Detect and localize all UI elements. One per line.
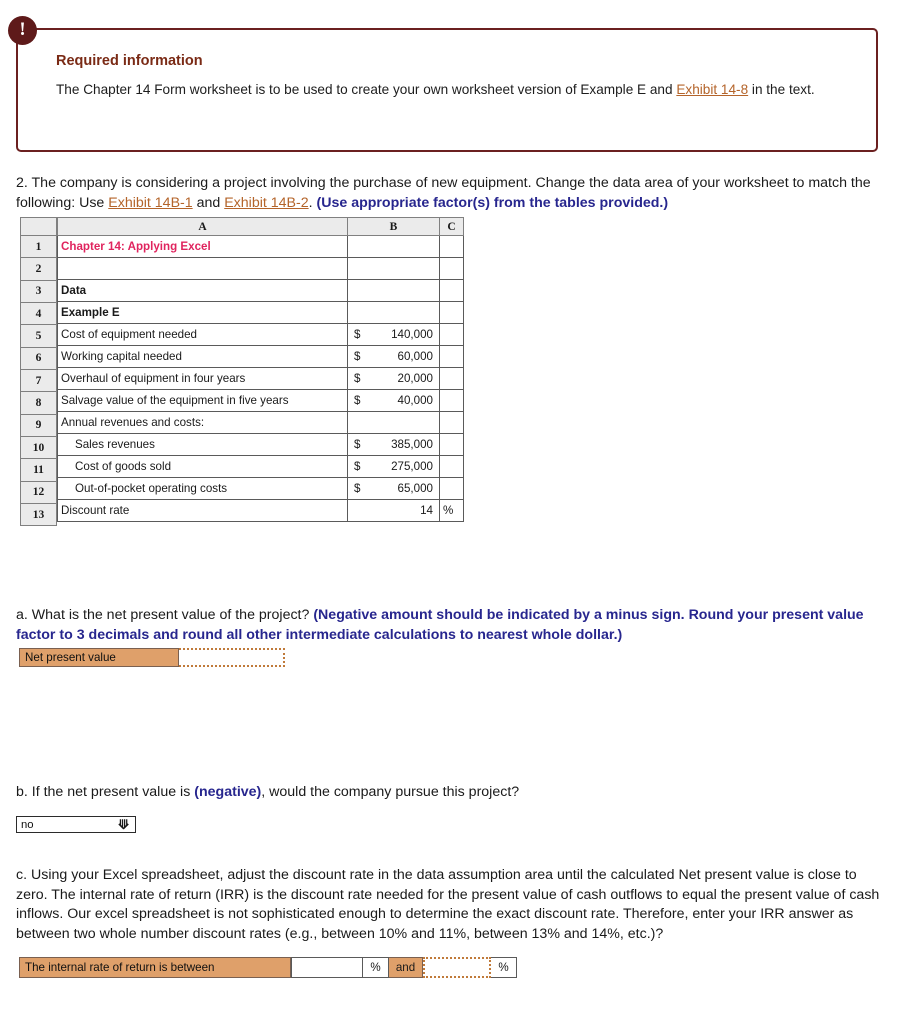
cell-a3[interactable]: Data	[57, 280, 348, 302]
row-header-5[interactable]: 5	[20, 325, 57, 347]
cell-a12[interactable]: Out-of-pocket operating costs	[57, 478, 348, 500]
table-row	[57, 500, 464, 522]
cell-b7[interactable]	[348, 368, 440, 390]
cell-b10-value: 385,000	[391, 438, 433, 451]
row-header-13[interactable]: 13	[20, 504, 57, 526]
cell-a8[interactable]: Salvage value of the equipment in five years	[57, 390, 348, 412]
exhibit-14-8-link[interactable]: Exhibit 14-8	[676, 82, 749, 97]
cell-a11[interactable]: Cost of goods sold	[57, 456, 348, 478]
cell-b6-value: 60,000	[397, 350, 433, 363]
row-header-12[interactable]: 12	[20, 482, 57, 504]
qb-bold-negative: (negative)	[194, 784, 262, 800]
cell-c7[interactable]	[440, 368, 464, 390]
cell-c9[interactable]	[440, 412, 464, 434]
row-header-6[interactable]: 6	[20, 348, 57, 370]
callout-body-text-1: The Chapter 14 Form worksheet is to be used to create your own worksheet version of Example E and	[56, 82, 677, 97]
cell-c10[interactable]	[440, 434, 464, 456]
sheet-grid	[57, 217, 464, 522]
cell-b12-value: 65,000	[397, 482, 433, 495]
qa-text: a. What is the net present value of the project?	[16, 607, 314, 623]
currency-symbol: $	[354, 482, 361, 495]
question-b-text	[16, 783, 886, 803]
irr-high-input[interactable]	[423, 957, 491, 978]
chevron-down-icon: ⟱	[118, 817, 129, 832]
table-row	[57, 258, 464, 280]
cell-a10[interactable]: Sales revenues	[57, 434, 348, 456]
q2-text-1: 2. The company is considering a project involving the purchase of new equipment. Change the data area of your worksheet to match the following: Use	[16, 175, 871, 211]
qb-text-1: b. If the net present value is	[16, 784, 195, 800]
currency-symbol: $	[354, 328, 361, 341]
qb-text-2: , would the company pursue this project?	[261, 784, 520, 800]
cell-c11[interactable]	[440, 456, 464, 478]
cell-a9[interactable]: Annual revenues and costs:	[57, 412, 348, 434]
irr-label: The internal rate of return is between	[19, 957, 291, 978]
irr-and-label: and	[389, 957, 423, 978]
column-header-row	[57, 217, 464, 236]
irr-percent-low: %	[363, 957, 389, 978]
net-present-value-label: Net present value	[19, 648, 179, 667]
qa-instruction-bold: (Negative amount should be indicated by a minus sign. Round your present value factor to 3 decimals and round all other intermediate calculations to nearest whole dollar.)	[16, 607, 864, 643]
cell-c2[interactable]	[440, 258, 464, 280]
sheet-corner-cell	[20, 217, 57, 236]
row-header-9[interactable]: 9	[20, 415, 57, 437]
currency-symbol: $	[354, 460, 361, 473]
row-header-1[interactable]: 1	[20, 236, 57, 258]
cell-b3[interactable]	[348, 280, 440, 302]
cell-a2[interactable]	[57, 258, 348, 280]
row-header-3[interactable]: 3	[20, 281, 57, 303]
row-header-column	[20, 217, 57, 526]
question-a-text	[16, 606, 886, 645]
pursue-project-dropdown[interactable]	[16, 816, 136, 833]
cell-c4[interactable]	[440, 302, 464, 324]
table-row	[57, 412, 464, 434]
column-header-a[interactable]: A	[57, 217, 348, 236]
pursue-project-selected-value: no	[21, 818, 34, 831]
currency-symbol: $	[354, 350, 361, 363]
question-2-text	[16, 174, 886, 213]
cell-b1[interactable]	[348, 236, 440, 258]
cell-c13[interactable]: %	[440, 500, 464, 522]
cell-b5[interactable]	[348, 324, 440, 346]
table-row	[57, 390, 464, 412]
cell-c12[interactable]	[440, 478, 464, 500]
cell-b8-value: 40,000	[397, 394, 433, 407]
row-header-11[interactable]: 11	[20, 459, 57, 481]
cell-b13[interactable]	[348, 500, 440, 522]
cell-b11[interactable]	[348, 456, 440, 478]
table-row	[57, 324, 464, 346]
cell-b13-value: 14	[420, 504, 433, 517]
cell-a13[interactable]: Discount rate	[57, 500, 348, 522]
cell-b8[interactable]	[348, 390, 440, 412]
irr-percent-high: %	[491, 957, 517, 978]
cell-c1[interactable]	[440, 236, 464, 258]
cell-c6[interactable]	[440, 346, 464, 368]
currency-symbol: $	[354, 372, 361, 385]
net-present-value-answer-row	[19, 648, 285, 667]
table-row	[57, 302, 464, 324]
cell-a1[interactable]: Chapter 14: Applying Excel	[57, 236, 348, 258]
net-present-value-input[interactable]	[179, 648, 285, 667]
cell-b4[interactable]	[348, 302, 440, 324]
cell-b5-value: 140,000	[391, 328, 433, 341]
cell-a5[interactable]: Cost of equipment needed	[57, 324, 348, 346]
row-header-8[interactable]: 8	[20, 392, 57, 414]
row-header-7[interactable]: 7	[20, 370, 57, 392]
row-header-10[interactable]: 10	[20, 437, 57, 459]
exclamation-icon: !	[8, 16, 37, 45]
callout-body-text-2: in the text.	[748, 82, 815, 97]
table-row	[57, 456, 464, 478]
required-information-callout	[16, 19, 878, 152]
table-row	[57, 236, 464, 258]
q2-text-2: .	[308, 194, 317, 211]
exhibit-14b-1-link[interactable]: Exhibit 14B-1	[108, 194, 193, 211]
cell-b11-value: 275,000	[391, 460, 433, 473]
q2-instruction-bold: (Use appropriate factor(s) from the tables provided.)	[316, 194, 669, 211]
currency-symbol: $	[354, 438, 361, 451]
cell-a4[interactable]: Example E	[57, 302, 348, 324]
table-row	[57, 280, 464, 302]
q2-text-mid: and	[192, 194, 225, 211]
cell-a6[interactable]: Working capital needed	[57, 346, 348, 368]
column-header-b[interactable]: B	[348, 217, 440, 236]
row-header-2[interactable]: 2	[20, 258, 57, 280]
cell-a7[interactable]: Overhaul of equipment in four years	[57, 368, 348, 390]
callout-title: Required information	[56, 53, 203, 69]
table-row	[57, 368, 464, 390]
cell-c3[interactable]	[440, 280, 464, 302]
cell-b6[interactable]	[348, 346, 440, 368]
irr-low-input[interactable]	[291, 957, 363, 978]
cell-b7-value: 20,000	[397, 372, 433, 385]
column-header-c[interactable]: C	[440, 217, 464, 236]
question-c-text: c. Using your Excel spreadsheet, adjust the discount rate in the data assumption area until the calculated Net present value is close to zero. The internal rate of return (IRR) is the discount rate needed for the present value of cash outflows to equal the present value of cash inflows. Our excel spreadsheet is not sophisticated enough to determine the exact discount rate. Therefore, enter your IRR answer as between two whole number discount rates (e.g., between 10% and 11%, between 13% and 14%, etc.)?	[16, 867, 880, 942]
cell-b9[interactable]	[348, 412, 440, 434]
irr-answer-row	[19, 957, 517, 978]
cell-c5[interactable]	[440, 324, 464, 346]
cell-c8[interactable]	[440, 390, 464, 412]
cell-b10[interactable]	[348, 434, 440, 456]
cell-b2[interactable]	[348, 258, 440, 280]
callout-body	[56, 80, 846, 99]
row-header-4[interactable]: 4	[20, 303, 57, 325]
table-row	[57, 346, 464, 368]
excel-worksheet	[20, 217, 464, 526]
cell-b12[interactable]	[348, 478, 440, 500]
exhibit-14b-2-link[interactable]: Exhibit 14B-2	[224, 194, 309, 211]
table-row	[57, 478, 464, 500]
table-row	[57, 434, 464, 456]
currency-symbol: $	[354, 394, 361, 407]
